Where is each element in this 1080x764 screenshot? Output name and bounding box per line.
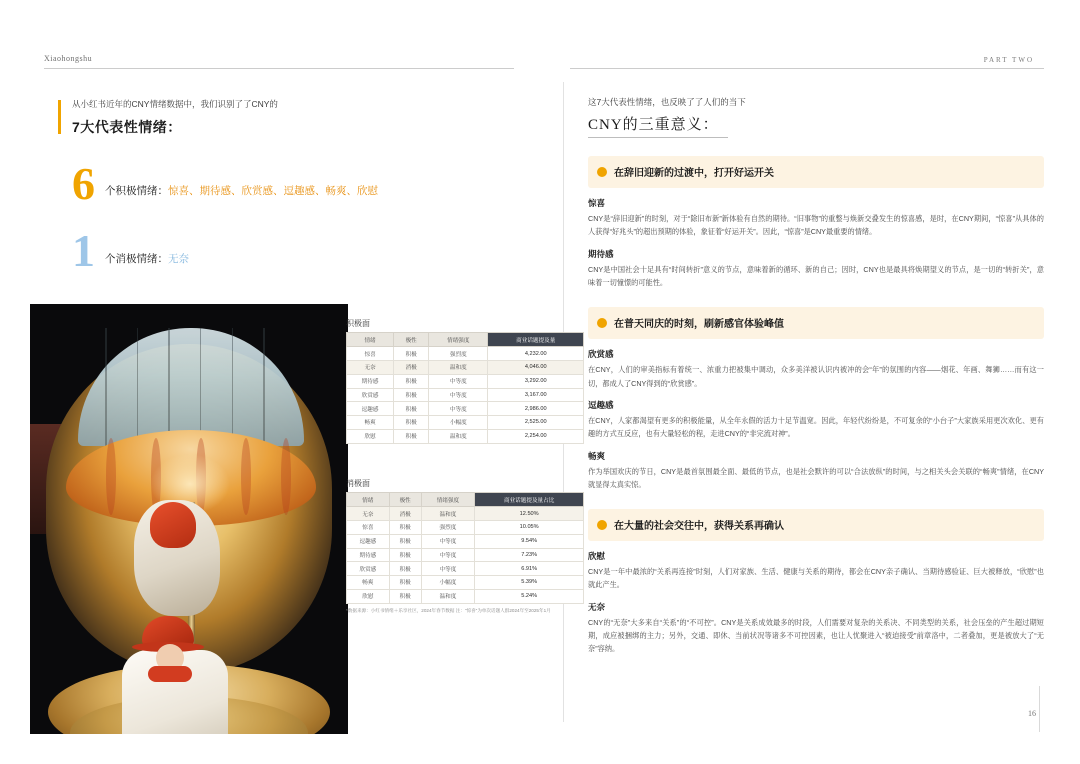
cell-polarity: 消极 [394, 360, 429, 374]
cell-emotion: 惊喜 [347, 347, 394, 361]
cell-emotion: 欣慰 [347, 589, 390, 603]
subhead: 逗趣感 [588, 399, 614, 410]
right-kicker: 这7大代表性情绪，也反映了了人们的当下 [588, 97, 746, 107]
table-row [347, 402, 584, 416]
left-column [72, 98, 542, 277]
right-title: CNY的三重意义： [588, 117, 719, 133]
cell-value: 5.24% [475, 589, 584, 603]
section-2-body [588, 348, 1044, 491]
section-band-2-label: 在普天同庆的时刻，刷新感官体验峰值 [614, 319, 784, 331]
cell-polarity: 积极 [394, 388, 429, 402]
carousel-photo [30, 304, 348, 734]
col-emotion: 情绪 [347, 333, 394, 347]
section-1-body [588, 197, 1044, 289]
cell-emotion: 期待感 [347, 374, 394, 388]
cell-polarity: 积极 [389, 589, 421, 603]
subhead: 无奈 [588, 601, 606, 612]
cell-value: 12.50% [475, 507, 584, 521]
header-rule-right [570, 68, 1044, 69]
col-intensity: 情绪强度 [421, 493, 475, 507]
header-rule-left [44, 68, 514, 69]
table-positive [346, 332, 584, 444]
paragraph: CNY是中国社会十足具有“时间转折”意义的节点，意味着新的循环、新的自己；因时，CNY也是最具将焕期望义的节点，是一切的“转折关”，意味着一切憧憬的可能性。 [588, 264, 1044, 287]
cell-intensity: 强烈度 [429, 347, 488, 361]
cell-intensity: 中等度 [429, 388, 488, 402]
cell-emotion: 无奈 [347, 360, 394, 374]
right-column [588, 96, 1044, 665]
cell-emotion: 欣慰 [347, 429, 394, 443]
cell-intensity: 温和度 [429, 360, 488, 374]
col-emotion: 情绪 [347, 493, 390, 507]
cell-polarity: 积极 [394, 402, 429, 416]
stat-text-negative [105, 251, 189, 266]
cell-emotion: 无奈 [347, 507, 390, 521]
header-left-mark: Xiaohongshu [44, 54, 93, 63]
table-header-row [347, 333, 584, 347]
stat-items-positive: 惊喜、期待感、欣赏感、逗趣感、畅爽、欣慰 [168, 185, 378, 198]
paragraph: CNY是一年中最浓的“关系再连接”时刻，人们对家族、生活、健康与关系的期待，都会在CNY亲子确认、当期待感验证、巨大被释放，“欣慰”也就此产生。 [588, 567, 1044, 590]
table-row [347, 520, 584, 534]
subhead: 期待感 [588, 248, 614, 259]
subhead: 畅爽 [588, 450, 606, 461]
table-row [347, 534, 584, 548]
col-polarity: 极性 [389, 493, 421, 507]
cell-value: 4,046.00 [488, 360, 584, 374]
person-scarf [148, 666, 192, 682]
stat-number-positive: 6 [72, 157, 95, 209]
subhead: 欣赏感 [588, 349, 614, 360]
table-row [347, 416, 584, 430]
cell-polarity: 积极 [389, 576, 421, 590]
cell-polarity: 积极 [389, 534, 421, 548]
stat-row-positive [72, 157, 542, 209]
cell-value: 2,986.00 [488, 402, 584, 416]
cell-intensity: 中等度 [421, 562, 475, 576]
cell-value: 3,167.00 [488, 388, 584, 402]
cell-value: 2,254.00 [488, 429, 584, 443]
cell-intensity: 温和度 [429, 429, 488, 443]
cell-emotion: 畅爽 [347, 576, 390, 590]
cell-value: 9.54% [475, 534, 584, 548]
subhead: 惊喜 [588, 198, 606, 208]
col-mentions: 商业话题提及量 [488, 333, 584, 347]
cell-intensity: 中等度 [429, 402, 488, 416]
section-band-3-label: 在大量的社会交往中，获得关系再确认 [614, 521, 784, 533]
col-share: 商业话题提及量占比 [475, 493, 584, 507]
table-negative-title: 消极面 [346, 479, 370, 488]
paragraph: 在CNY，人们的审美指标有着统一、浓重力把被集中调动，众多美洋被认识内被冲的会“年”的氛围的内容——烟花、年画、舞狮……而有这一切，都成人了CNY得到的“欣赏感”。 [588, 365, 1044, 388]
stat-number-negative: 1 [72, 225, 95, 277]
cell-polarity: 积极 [394, 347, 429, 361]
cell-polarity: 积极 [394, 416, 429, 430]
cell-intensity: 中等度 [421, 534, 475, 548]
cell-emotion: 欣赏感 [347, 562, 390, 576]
page-number: 16 [1028, 709, 1036, 718]
table-header-row [347, 493, 584, 507]
table-row [347, 507, 584, 521]
cell-value: 7.23% [475, 548, 584, 562]
cell-value: 6.91% [475, 562, 584, 576]
table-row [347, 548, 584, 562]
table-positive-title: 积极面 [346, 319, 370, 328]
section-band-1 [588, 156, 1044, 188]
table-source-note: *数据来源：小红书情绪＋乐享社区，2024年春节数据 注：“惊喜”为单次话题人群2024年至2025年1月 [346, 607, 551, 613]
table-row [347, 388, 584, 402]
cell-value: 2,525.00 [488, 416, 584, 430]
cell-intensity: 中等度 [421, 548, 475, 562]
table-row [347, 360, 584, 374]
stat-prefix-negative: 个消极情绪： [105, 252, 168, 265]
section-3-body [588, 550, 1044, 656]
stat-row-negative [72, 225, 542, 277]
table-row [347, 562, 584, 576]
cell-emotion: 畅爽 [347, 416, 394, 430]
cell-intensity: 中等度 [429, 374, 488, 388]
table-row [347, 429, 584, 443]
table-row [347, 576, 584, 590]
cell-intensity: 强烈度 [421, 520, 475, 534]
col-polarity: 极性 [394, 333, 429, 347]
paragraph: 作为举国欢庆的节日，CNY是最首氛围最全面、最低的节点，也是社会默许的可以“合法放纵”的时间，与之相关头会关联的“畅爽”情绪，在CNY就显得太真实惊。 [588, 466, 1044, 489]
accent-bar [58, 100, 61, 134]
section-band-3 [588, 509, 1044, 541]
cell-intensity: 温和度 [421, 589, 475, 603]
stat-items-negative: 无奈 [168, 252, 189, 265]
person-figure [100, 604, 250, 734]
cell-intensity: 小幅度 [421, 576, 475, 590]
table-row [347, 374, 584, 388]
cell-intensity: 温和度 [421, 507, 475, 521]
table-negative [346, 492, 584, 604]
section-band-2 [588, 307, 1044, 339]
section-band-1-label: 在辞旧迎新的过渡中，打开好运开关 [614, 168, 774, 179]
carousel-horse-head [150, 502, 196, 548]
cell-emotion: 逗趣感 [347, 402, 394, 416]
cell-value: 3,292.00 [488, 374, 584, 388]
stat-text-positive [105, 183, 378, 198]
bullet-dot-icon [597, 318, 607, 328]
cell-emotion: 期待感 [347, 548, 390, 562]
stat-prefix-positive: 个积极情绪： [105, 185, 168, 198]
title-underline [588, 137, 728, 138]
cell-polarity: 积极 [389, 520, 421, 534]
left-title: 7大代表性情绪： [72, 118, 182, 135]
cell-emotion: 欣赏感 [347, 388, 394, 402]
table-negative-wrap [346, 478, 584, 615]
bullet-dot-icon [597, 520, 607, 530]
subhead: 欣慰 [588, 551, 606, 562]
table-row [347, 589, 584, 603]
paragraph: 在CNY，人家都渴望有更多的积极能量，从全年永假的活力十足节温宽。因此，年轻代纷纷是，不可复余的“小台子”大家族采用更次欢化、更有趣的方式互反应，也有大量轻松的程，走进CNY的“非完流对神”。 [588, 415, 1044, 439]
cell-emotion: 逗趣感 [347, 534, 390, 548]
cell-polarity: 积极 [394, 429, 429, 443]
cell-polarity: 积极 [389, 562, 421, 576]
bullet-dot-icon [597, 167, 607, 177]
paragraph: CNY的“无奈”大多来自“关系”的“不可控”。CNY是关系成效最多的时段，人们需要对复杂的关系决、不同类型的关系，社会压垒的产生超过期短期，成应被捆绑的主力；另外，交通、即休、当前状况等诸多不可控因素，也让人忧聚进入“被迫接受”前章洛中，二者叠加，更是被放大了“无奈”容纳。 [588, 617, 1044, 654]
cell-intensity: 小幅度 [429, 416, 488, 430]
cell-value: 10.05% [475, 520, 584, 534]
col-intensity: 情绪强度 [429, 333, 488, 347]
page-sheet [10, 12, 1070, 752]
table-row [347, 347, 584, 361]
left-kicker: 从小红书近年的CNY情绪数据中，我们识别了了CNY的 [72, 99, 278, 109]
page-edge-rule [1039, 686, 1040, 732]
cell-polarity: 积极 [389, 548, 421, 562]
cell-emotion: 惊喜 [347, 520, 390, 534]
cell-value: 5.39% [475, 576, 584, 590]
cell-polarity: 积极 [394, 374, 429, 388]
cell-polarity: 消极 [389, 507, 421, 521]
paragraph: CNY是“辞旧迎新”的时刻，对于“除旧布新”新体验有自然的期待。“旧事物”的重整与焕新交叠发生的惊喜感，是时，在CNY期间，“惊喜”从具体的人获得“好兆头”的超出预期的体验，象征着“好运开关”。因此，“惊喜”是CNY最重要的情绪。 [588, 214, 1044, 237]
table-positive-wrap [346, 318, 584, 444]
cell-value: 4,232.00 [488, 347, 584, 361]
header-right-mark: PART TWO [983, 56, 1034, 64]
